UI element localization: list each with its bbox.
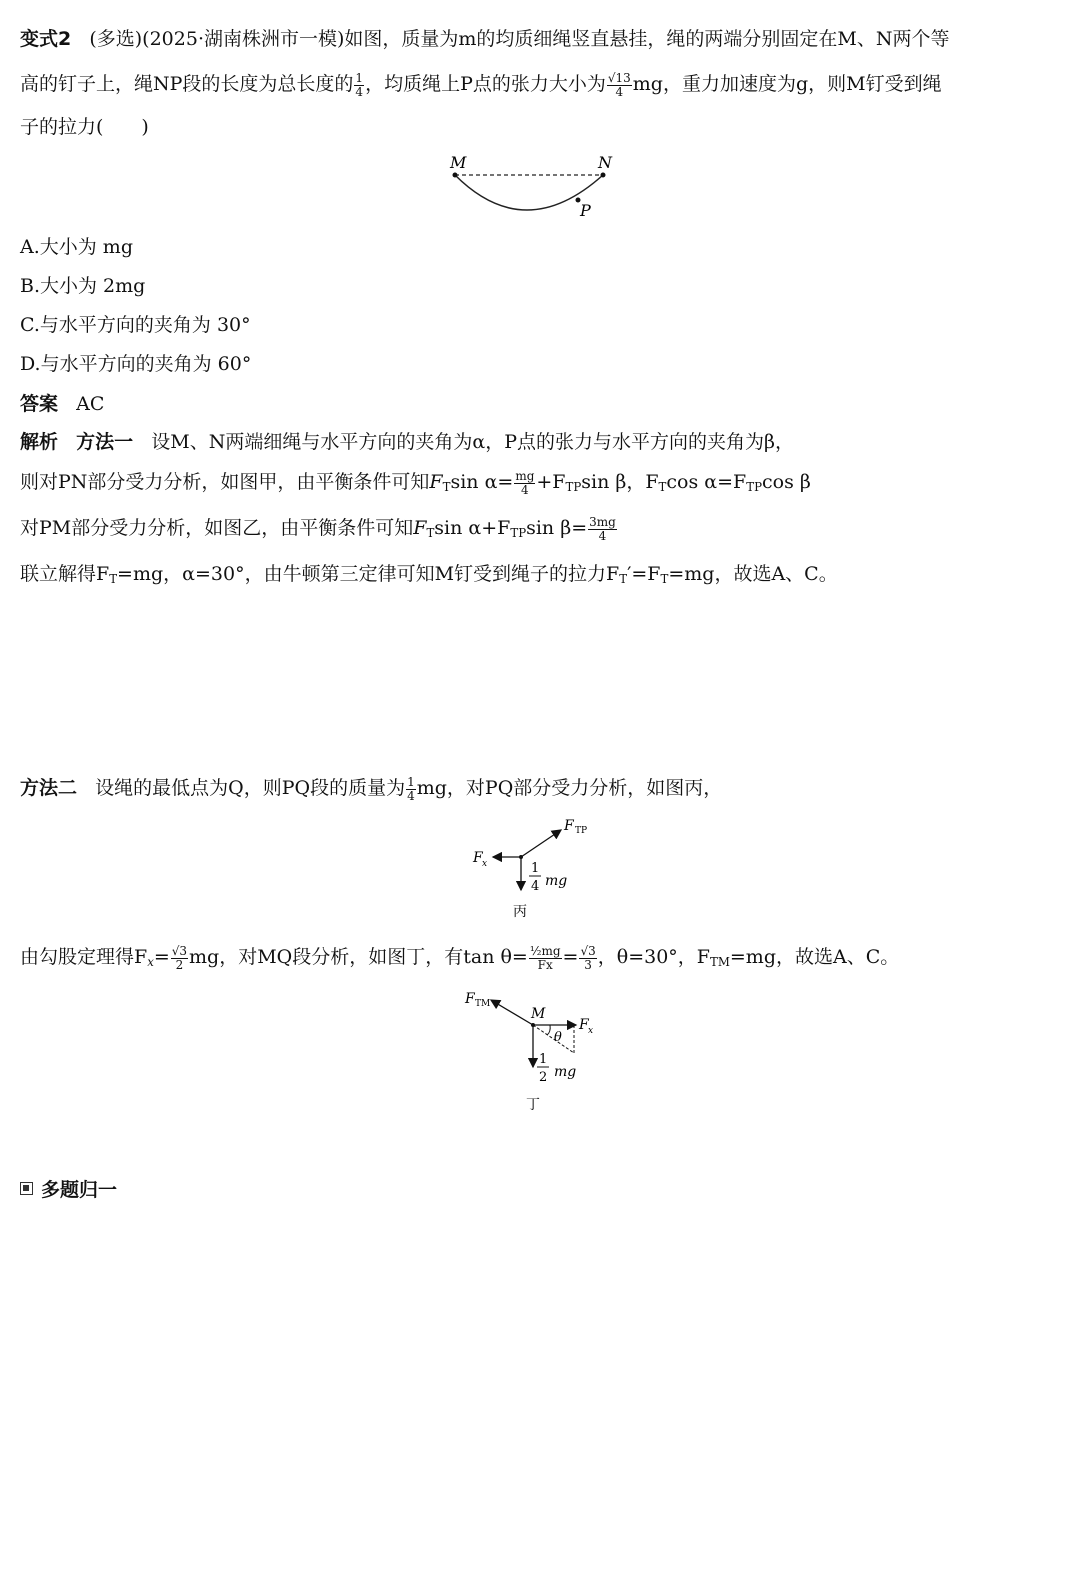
analysis-label: 解析 (20, 431, 59, 453)
analysis-line-1 (20, 433, 794, 452)
problem-text-1: 如图，质量为m的均质细绳竖直悬挂，绳的两端分别固定在M、N两个等 (344, 28, 950, 50)
problem-line-3: 子的拉力( ) (20, 116, 149, 138)
label-theta: θ (554, 1030, 562, 1045)
theta-arc (547, 1025, 550, 1035)
point-n (601, 173, 606, 178)
section-title: 多题归一 (41, 1179, 118, 1201)
section-square-icon (20, 1182, 33, 1195)
figure-ding (458, 985, 618, 1115)
fraction-tan: $\frac{\text{½mg}}{Fx}$ (529, 944, 561, 972)
label-mg: mg (545, 873, 568, 889)
rope-figure (440, 150, 620, 225)
label-p: P (580, 201, 591, 220)
label-mg-num: 1 (531, 861, 540, 876)
label-fx-ding-sub: x (588, 1026, 594, 1036)
label-m: M (450, 153, 467, 172)
problem-text-2b: ，均质绳上P点的张力大小为 (365, 73, 606, 96)
analysis-text-1: 设M、N两端细绳与水平方向的夹角为α，P点的张力与水平方向的夹角为β， (151, 431, 794, 453)
problem-tag: (多选)(2025·湖南株洲市一模) (89, 28, 345, 50)
caption-ding: 丁 (526, 1097, 540, 1113)
arrow-ftp (521, 830, 561, 857)
problem-line-2 (20, 72, 942, 98)
answer-label: 答案 (20, 393, 59, 415)
fraction-mg-4: $\frac{mg}{4}$ (515, 469, 535, 497)
answer-value: AC (76, 393, 105, 415)
label-ftp: F (564, 818, 574, 834)
problem-label: 变式2 (20, 28, 72, 50)
problem-line-1 (20, 30, 950, 49)
option-a: A.大小为 mg (20, 236, 133, 258)
option-b: B.大小为 2mg (20, 275, 146, 297)
analysis-line-2: 则对PN部分受力分析，如图甲，由平衡条件可知$F_T\sin$ α= $\frac{mg}{4}$ $+F_{TP}\sin$ β，$F_T\cos$ $\alpha=F_{TP}\cos$ β (20, 469, 811, 497)
label-mg-ding-num: 1 (539, 1052, 548, 1067)
label-m-ding: M (531, 1006, 546, 1022)
label-ftm: F (465, 991, 475, 1007)
analysis-line-3: 对PM部分受力分析，如图乙，由平衡条件可知$F_T\sin$ $\alpha+F_{TP}\sin$ β= $\frac{3mg}{4}$ (20, 515, 616, 543)
figure-bing (465, 812, 605, 922)
fraction-quarter-2: $\frac{1}{4}$ (407, 775, 415, 803)
label-mg-ding: mg (554, 1064, 577, 1080)
option-d: D.与水平方向的夹角为 60° (20, 353, 252, 375)
label-n: N (598, 153, 612, 172)
method2-label: 方法二 (20, 777, 78, 800)
label-fx-sub: x (482, 859, 488, 869)
label-ftp-sub: TP (575, 826, 588, 836)
fraction-sqrt3-3: $\frac{√3}{3}$ (580, 944, 596, 972)
problem-text-2c: mg，重力加速度为g，则M钉受到绳 (632, 73, 942, 96)
label-mg-ding-den: 2 (539, 1070, 548, 1085)
caption-bing: 丙 (513, 904, 527, 920)
label-ftm-sub: TM (475, 999, 491, 1009)
method2-line-2: 由勾股定理得$F_x=$ $\frac{√3}{2}$ mg，对MQ段分析，如图丁，有tan θ= $\frac{\text{½mg}}{Fx}$ = $\frac{√3}{3}$ ，θ=30°，$F_{TM}=mg$，故选A、C。 (20, 944, 900, 972)
method2-line-1: 方法二 设绳的最低点为Q，则PQ段的质量为 $\frac{1}{4}$ mg，对PQ部分受力分析，如图丙， (20, 775, 723, 803)
analysis-line-4: 联立解得$F_T=mg$，α=30°，由牛顿第三定律可知M钉受到绳子的拉力$F_T'=F_T=mg$，故选A、C。 (20, 563, 838, 586)
label-fx-ding: F (579, 1017, 589, 1033)
arrow-ftm (491, 1000, 533, 1025)
fraction-sqrt3-2: $\frac{√3}{2}$ (171, 944, 188, 972)
fraction-quarter: $\frac{1}{4}$ (355, 71, 364, 99)
fraction-tension: $\frac{√13}{4}$ (607, 71, 631, 99)
answer-line (20, 395, 104, 414)
section-heading (20, 1175, 117, 1202)
label-fx: F (473, 850, 483, 866)
option-c: C.与水平方向的夹角为 30° (20, 314, 251, 336)
point-m (453, 173, 458, 178)
label-mg-den: 4 (531, 879, 540, 894)
method1-label: 方法一 (76, 431, 134, 453)
fraction-3mg-4: $\frac{3mg}{4}$ (589, 515, 616, 543)
problem-text-2a: 高的钉子上，绳NP段的长度为总长度的 (20, 73, 354, 96)
